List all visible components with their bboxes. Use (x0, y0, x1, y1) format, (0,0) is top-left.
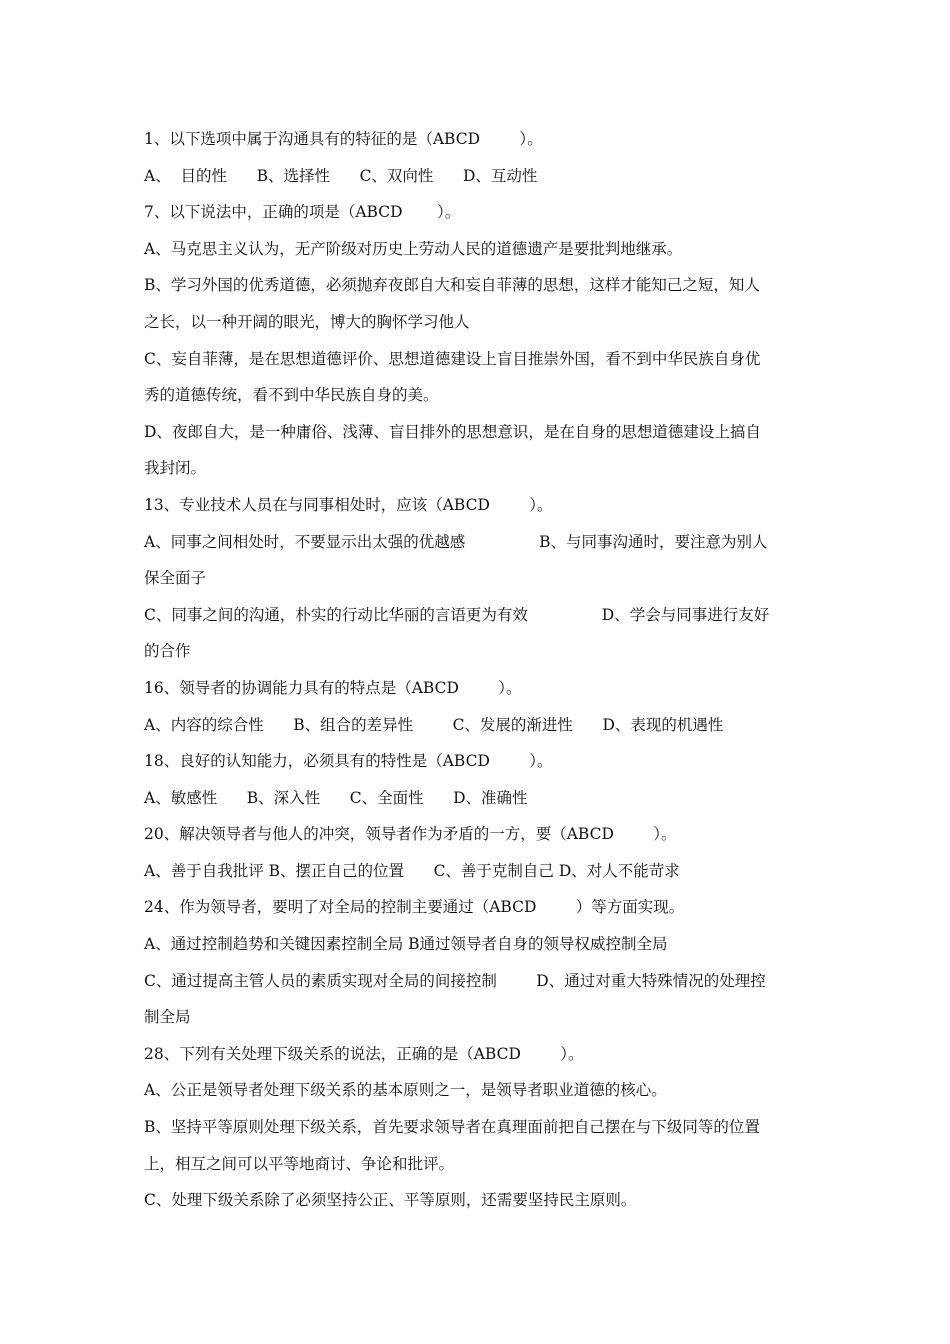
text-line: 1、以下选项中属于沟通具有的特征的是（ABCD ）。 (144, 130, 543, 148)
text-line: 28、下列有关处理下级关系的说法，正确的是（ABCD ）。 (144, 1044, 584, 1063)
text-line: A、内容的综合性 B、组合的差异性 C、发展的渐进性 D、表现的机遇性 (144, 715, 724, 734)
text-line: A、敏感性 B、深入性 C、全面性 D、准确性 (144, 788, 528, 807)
text-line: A、同事之间相处时，不要显示出太强的优越感 B、与同事沟通时，要注意为别人 (144, 532, 768, 551)
text-line: 上，相互之间可以平等地商讨、争论和批评。 (144, 1154, 455, 1173)
text-line: 我封闭。 (144, 459, 207, 478)
text-line: 18、良好的认知能力，必须具有的特性是（ABCD ）。 (144, 752, 553, 771)
text-line: C、妄自菲薄，是在思想道德评价、思想道德建设上盲目推崇外国，看不到中华民族自身优 (144, 349, 761, 368)
text-line: 的合作 (144, 642, 191, 661)
text-line: 7、以下说法中，正确的项是（ABCD ）。 (144, 203, 461, 222)
text-line: A、通过控制趋势和关键因素控制全局 B通过领导者自身的领导权威控制全局 (144, 935, 668, 954)
text-line: A、马克思主义认为，无产阶级对历史上劳动人民的道德遗产是要批判地继承。 (144, 239, 683, 258)
text-line: B、学习外国的优秀道德，必须抛弃夜郎自大和妄自菲薄的思想，这样才能知己之短，知人 (144, 276, 760, 295)
text-line: A、善于自我批评 B、摆正自己的位置 C、善于克制自己 D、对人不能苛求 (144, 861, 680, 880)
text-line: 16、领导者的协调能力具有的特点是（ABCD ）。 (144, 678, 522, 697)
text-line: C、同事之间的沟通，朴实的行动比华丽的言语更为有效 D、学会与同事进行友好 (144, 605, 770, 624)
text-line: A、公正是领导者处理下级关系的基本原则之一，是领导者职业道德的核心。 (144, 1081, 667, 1100)
text-line: 24、作为领导者，要明了对全局的控制主要通过（ABCD ）等方面实现。 (144, 898, 685, 917)
text-line: 秀的道德传统，看不到中华民族自身的美。 (144, 386, 439, 405)
text-line: 之长，以一种开阔的眼光，博大的胸怀学习他人 (144, 312, 470, 331)
text-line: 20、解决领导者与他人的冲突，领导者作为矛盾的一方，要（ABCD ）。 (144, 825, 677, 844)
text-line: 保全面子 (144, 569, 207, 588)
text-line: 制全局 (144, 1008, 191, 1027)
text-line: B、坚持平等原则处理下级关系，首先要求领导者在真理面前把自己摆在与下级同等的位置 (144, 1118, 760, 1137)
text-line: C、通过提高主管人员的素质实现对全局的间接控制 D、通过对重大特殊情况的处理控 (144, 971, 766, 990)
text-line: C、处理下级关系除了必须坚持公正、平等原则，还需要坚持民主原则。 (144, 1191, 637, 1210)
text-line: D、夜郎自大，是一种庸俗、浅薄、盲目排外的思想意识，是在自身的思想道德建设上搞自 (144, 422, 761, 441)
text-line: 13、专业技术人员在与同事相处时，应该（ABCD ）。 (144, 495, 553, 514)
text-line: A、 目的性 B、选择性 C、双向性 D、互动性 (144, 166, 538, 185)
document-body (144, 124, 814, 1222)
